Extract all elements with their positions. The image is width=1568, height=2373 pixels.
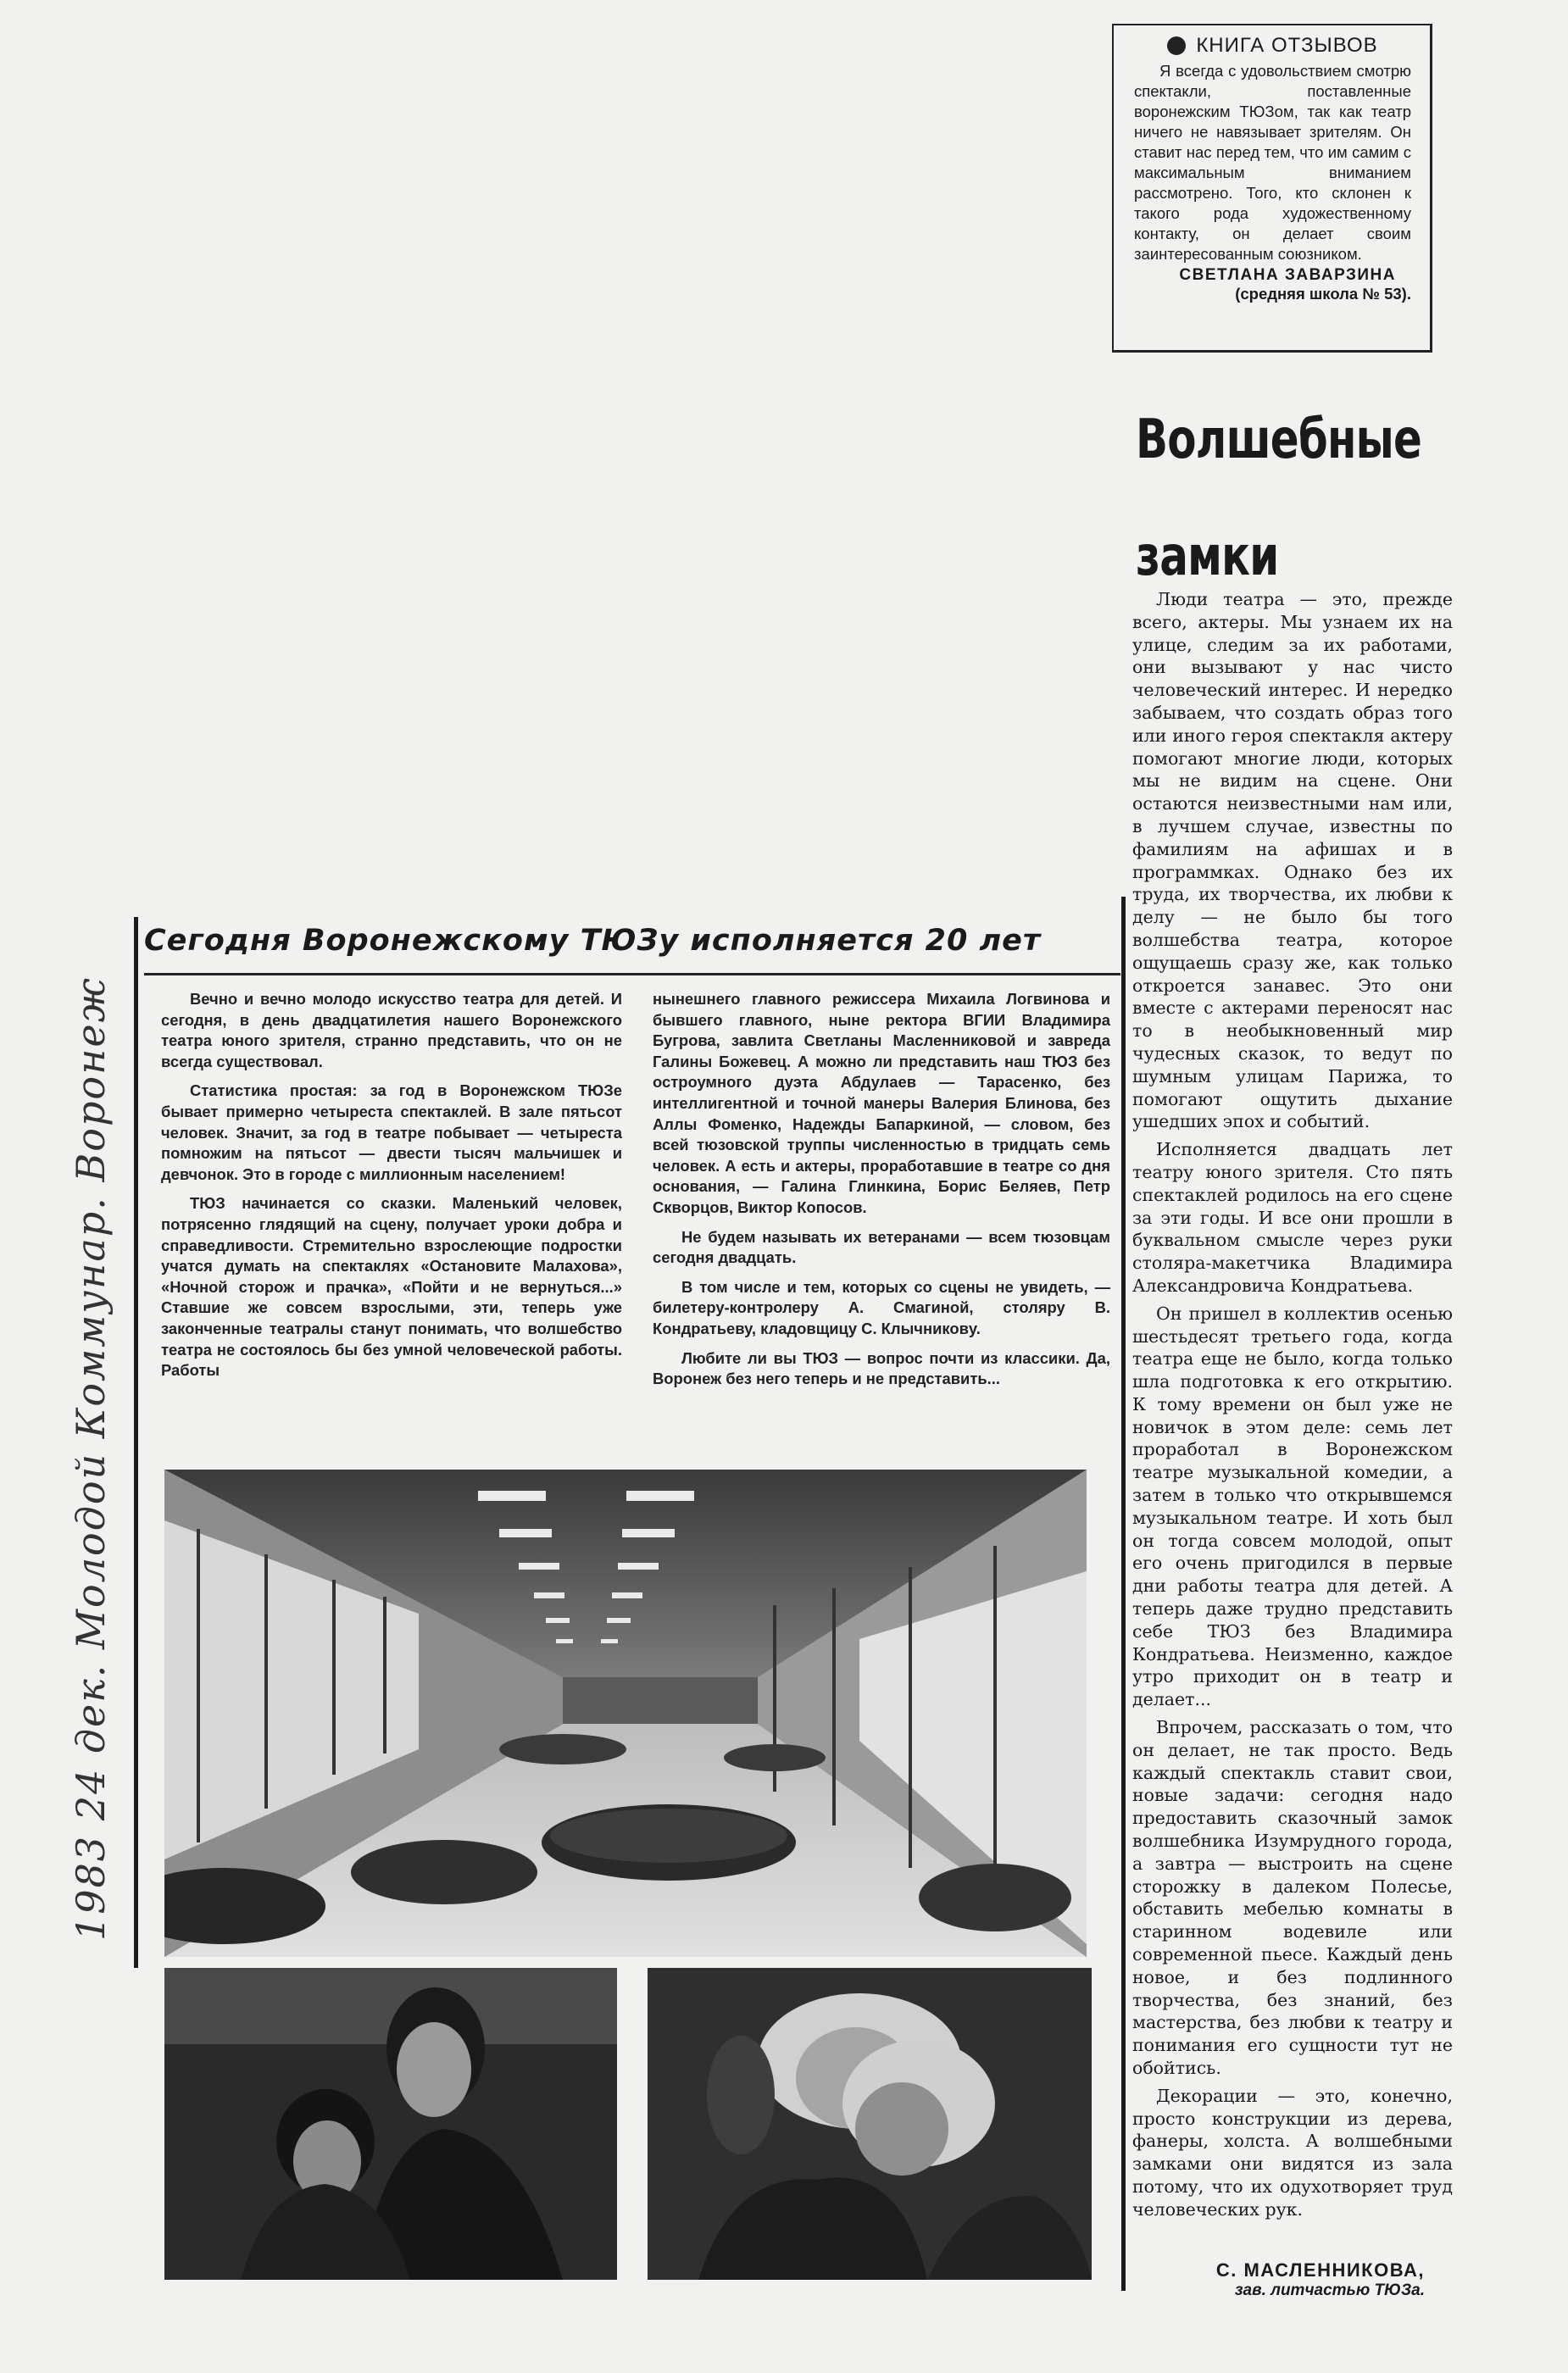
right-paragraph: Декорации — это, конечно, просто конструкции из дерева, фанеры, холста. А волшебными замками они видятся из зала потому, что их одухотворяет труд человеческих рук. [1132,2085,1453,2220]
actors-photo-right [648,1968,1092,2280]
theatre-foyer-photo [164,1470,1087,1957]
signature-name: С. МАСЛЕННИКОВА, [1215,2259,1425,2281]
right-paragraph: Он пришел в коллектив осенью шестьдесят третьего года, когда театра еще не было, когда только шла подготовка к его открытию. К тому времени он был уже не новичок в этом деле: семь лет проработал в Воронежском театре музыкальной комедии, а затем в только что открывшемся музыкальном театре. И хоть был он тогда совсем молодой, опыт его очень пригодился в первые дни работы театра для детей. А теперь даже трудно представить себе ТЮЗ без Владимира Кондратьева. Неизменно, каждое утро приходит он в театр и делает... [1132,1303,1453,1710]
main-column-left [161,989,622,1390]
main-paragraph: ТЮЗ начинается со сказки. Маленький человек, потрясенно глядящий на сцену, получает уроки добра и справедливости. Стремительно взрослеющие подростки учатся думать на спектаклях «Остановите Малахова», «Ночной сторож и прачка», «Пойти и не вернуться...» Ставшие же совсем взрослыми, эти, теперь уже законченные театралы станут понимать, что волшебство театра не состоялось бы без умной человеческой работы. Работы [161,1194,622,1380]
review-heading: КНИГА ОТЗЫВОВ [1196,34,1378,57]
right-title-line-2: замки [1136,525,1279,588]
right-article-body [1132,588,1453,2226]
main-paragraph: Не будем называть их ветеранами — всем тюзовцам сегодня двадцать. [653,1227,1110,1267]
main-paragraph: Статистика простая: за год в Воронежском ТЮЗе бывает примерно четыреста спектаклей. В зале пятьсот человек. Значит, за год в театре побывает — четыреста помножим на пятьсот — двести тысяч мальчишек и девчонок. Это в городе с миллионным населением! [161,1081,622,1183]
review-author: СВЕТЛАНА ЗАВАРЗИНА [1179,266,1396,284]
right-paragraph: Исполняется двадцать лет театру юного зрителя. Сто пять спектаклей родилось на его сцене за эти годы. И все они прошли в буквальном смысле через руки столяра-макетчика Владимира Александровича Кондратьева. [1132,1139,1453,1296]
main-paragraph: В том числе и тем, которых со сцены не увидеть, — билетеру-контролеру А. Смагиной, столяру В. Кондратьеву, кладовщицу С. Клычниковy. [653,1277,1110,1337]
signature-position: зав. литчастью ТЮЗа. [1234,2281,1425,2299]
review-school: (средняя школа № 53). [1235,285,1411,303]
review-box [1112,24,1432,353]
headline-rule [144,973,1120,975]
right-article-signature [1132,2259,1425,2300]
main-headline: Сегодня Воронежскому ТЮЗу исполняется 20 лет [144,924,1042,958]
main-paragraph: Любите ли вы ТЮЗ — вопрос почти из классики. Да, Воронеж без него теперь и не представить... [653,1348,1110,1388]
right-paragraph: Люди театра — это, прежде всего, актеры. Мы узнаем их на улице, следим за их работами, они вызывают у нас чисто человеческий интерес. И нередко забываем, что создать образ того или иного героя спектакля актеру помогают многие люди, которых мы не видим на сцене. Они остаются неизвестными нам или, в лучшем случае, известны по фамилиям на афишах и в программках. Однако без их труда, их творчества, их любви к делу — не было бы того волшебства театра, которое ощущаешь сразу же, как только откроется занавес. Это они вместе с актерами переносят нас то в необыкновенный мир чудесных сказок, то ведут по шумным улицам Парижа, то помогают ощутить дыхание ушедших эпох и событий. [1132,589,1453,1132]
clipping-border-left [134,917,138,1968]
right-paragraph: Впрочем, рассказать о том, что он делает, не так просто. Ведь каждый спектакль ставит свои, новые задачи: сегодня надо предоставить сказочный замок волшебника Изумрудного города, а завтра — выстроить на сцене сторожку в далеком Полесье, обставить мебелью комнаты в старинном водевиле или современной пьесе. Каждый день новое, и без подлинного творчества, без знаний, без мастерства, без любви к театру и понимания его сущности тут не обойтись. [1132,1717,1453,2078]
review-heading-row [1134,34,1411,58]
main-column-right [653,989,1110,1398]
handwritten-margin-note: 1983 24 дек. Молодой Коммунар. Воронеж [68,976,114,1941]
bullet-icon [1167,36,1186,55]
right-title-line-1: Волшебные [1136,408,1422,471]
review-text: Я всегда с удовольствием смотрю спектакли, поставленные воронежским ТЮЗом, так как театр ничего не навязывает зрителям. Он ставит нас перед тем, что им самим с максимальным вниманием рассмотрено. Того, кто склонен к такого рода художественному контакту, он делает своим заинтересованным союзником. [1134,62,1411,263]
clipping-border-right [1121,897,1126,2291]
main-paragraph: нынешнего главного режиссера Михаила Логвинова и бывшего главного, ныне ректора ВГИИ Владимира Бугрова, завлита Светланы Масленниковой и завреда Галины Божевец. А можно ли представить наш ТЮЗ без остроумного дуэта Абдулаев — Тарасенко, без интеллигентной и точной манеры Валерия Блинова, без Аллы Фоменко, Надежды Бапаркиной, — словом, без всей тюзовской труппы численностью в тридцать семь человек. А есть и актеры, проработавшие в театре со дня основания, — Галина Глинкина, Борис Беляев, Петр Скворцов, Виктор Копосов. [653,990,1110,1216]
actors-photo-left [164,1968,617,2280]
main-paragraph: Вечно и вечно молодо искусство театра для детей. И сегодня, в день двадцатилетия нашего Воронежского театра юного зрителя, странно представить, что он не всегда существовал. [161,990,622,1070]
right-article-title [1136,381,1422,615]
